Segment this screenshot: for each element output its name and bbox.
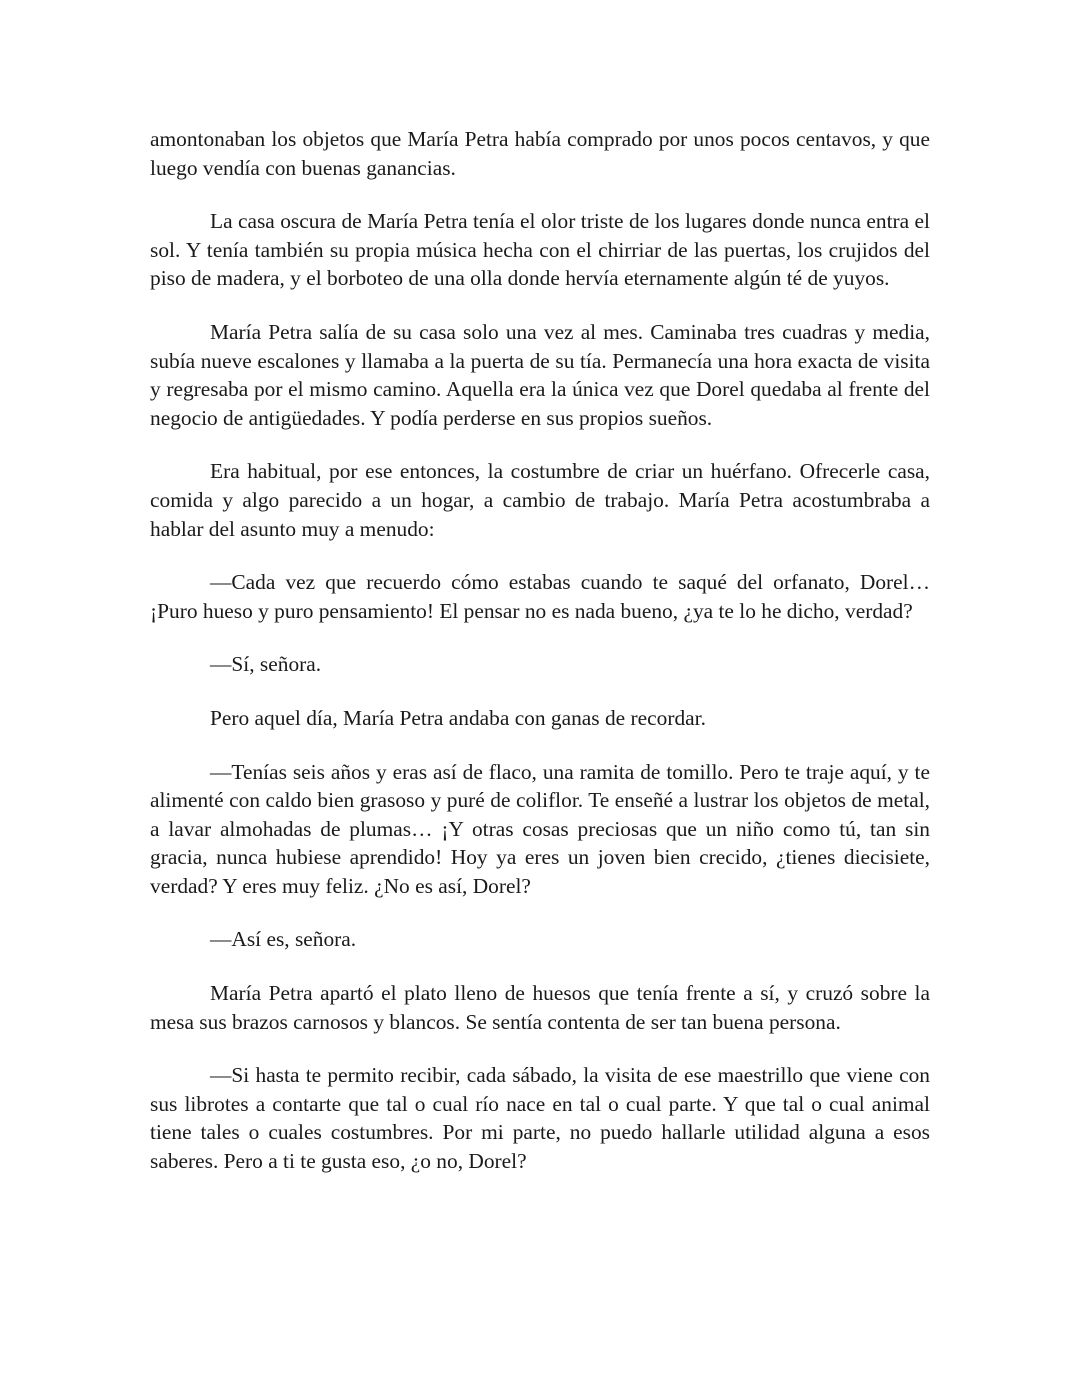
dialogue-teacher-visit: —Si hasta te permito recibir, cada sábado, la visita de ese maestrillo que viene con sus librotes a contarte que tal o cual río nace en tal o cual parte. Y que tal o cual animal tiene tales o cuales costumbres. Por mi parte, no puedo hallarle utilidad alguna a esos saberes. Pero a ti te gusta eso, ¿o no, Dorel? bbox=[150, 1063, 930, 1174]
paragraph-plate-of-bones: María Petra apartó el plato lleno de huesos que tenía frente a sí, y cruzó sobre la mesa sus brazos carnosos y blancos. Se sentía contenta de ser tan buena persona. bbox=[150, 981, 930, 1034]
paragraph-orphan-custom: Era habitual, por ese entonces, la costumbre de criar un huérfano. Ofrecerle casa, comida y algo parecido a un hogar, a cambio de trabajo. María Petra acostumbraba a hablar del asunto muy a menudo: bbox=[150, 459, 930, 541]
dialogue-six-years: —Tenías seis años y eras así de flaco, una ramita de tomillo. Pero te traje aquí, y te alimenté con caldo bien grasoso y puré de coliflor. Te enseñé a lustrar los objetos de metal, a lavar almohadas de plumas… ¡Y otras cosas preciosas que un niño como tú, tan sin gracia, nunca hubiese aprendido! Hoy ya eres un joven bien crecido, ¿tienes diecisiete, verdad? Y eres muy feliz. ¿No es así, Dorel? bbox=[150, 759, 930, 898]
paragraph-house-description: La casa oscura de María Petra tenía el olor triste de los lugares donde nunca entra el sol. Y tenía también su propia música hecha con el chirriar de las puertas, los crujidos del piso de madera, y el borboteo de una olla donde hervía eternamente algún té de yuyos. bbox=[150, 209, 930, 291]
paragraph-monthly-visit: María Petra salía de su casa solo una vez al mes. Caminaba tres cuadras y media, subía nueve escalones y llamaba a la puerta de su tía. Permanecía una hora exacta de visita y regresaba por el mismo camino. Aquella era la única vez que Dorel quedaba al frente del negocio de antigüedades. Y podía perderse en sus propios sueños. bbox=[150, 319, 930, 430]
dialogue-reply-si-senora: —Sí, señora. bbox=[210, 652, 322, 677]
paragraph-continuation: amontonaban los objetos que María Petra había comprado por unos pocos centavos, y que luego vendía con buenas ganancias. bbox=[150, 127, 930, 180]
paragraph-remember: Pero aquel día, María Petra andaba con ganas de recordar. bbox=[210, 705, 706, 730]
dialogue-reply-asi-es: —Así es, señora. bbox=[210, 927, 357, 952]
dialogue-orphanage: —Cada vez que recuerdo cómo estabas cuando te saqué del orfanato, Dorel… ¡Puro hueso y puro pensamiento! El pensar no es nada bueno, ¿ya te lo he dicho, verdad? bbox=[150, 570, 930, 623]
document-page bbox=[150, 125, 930, 1176]
